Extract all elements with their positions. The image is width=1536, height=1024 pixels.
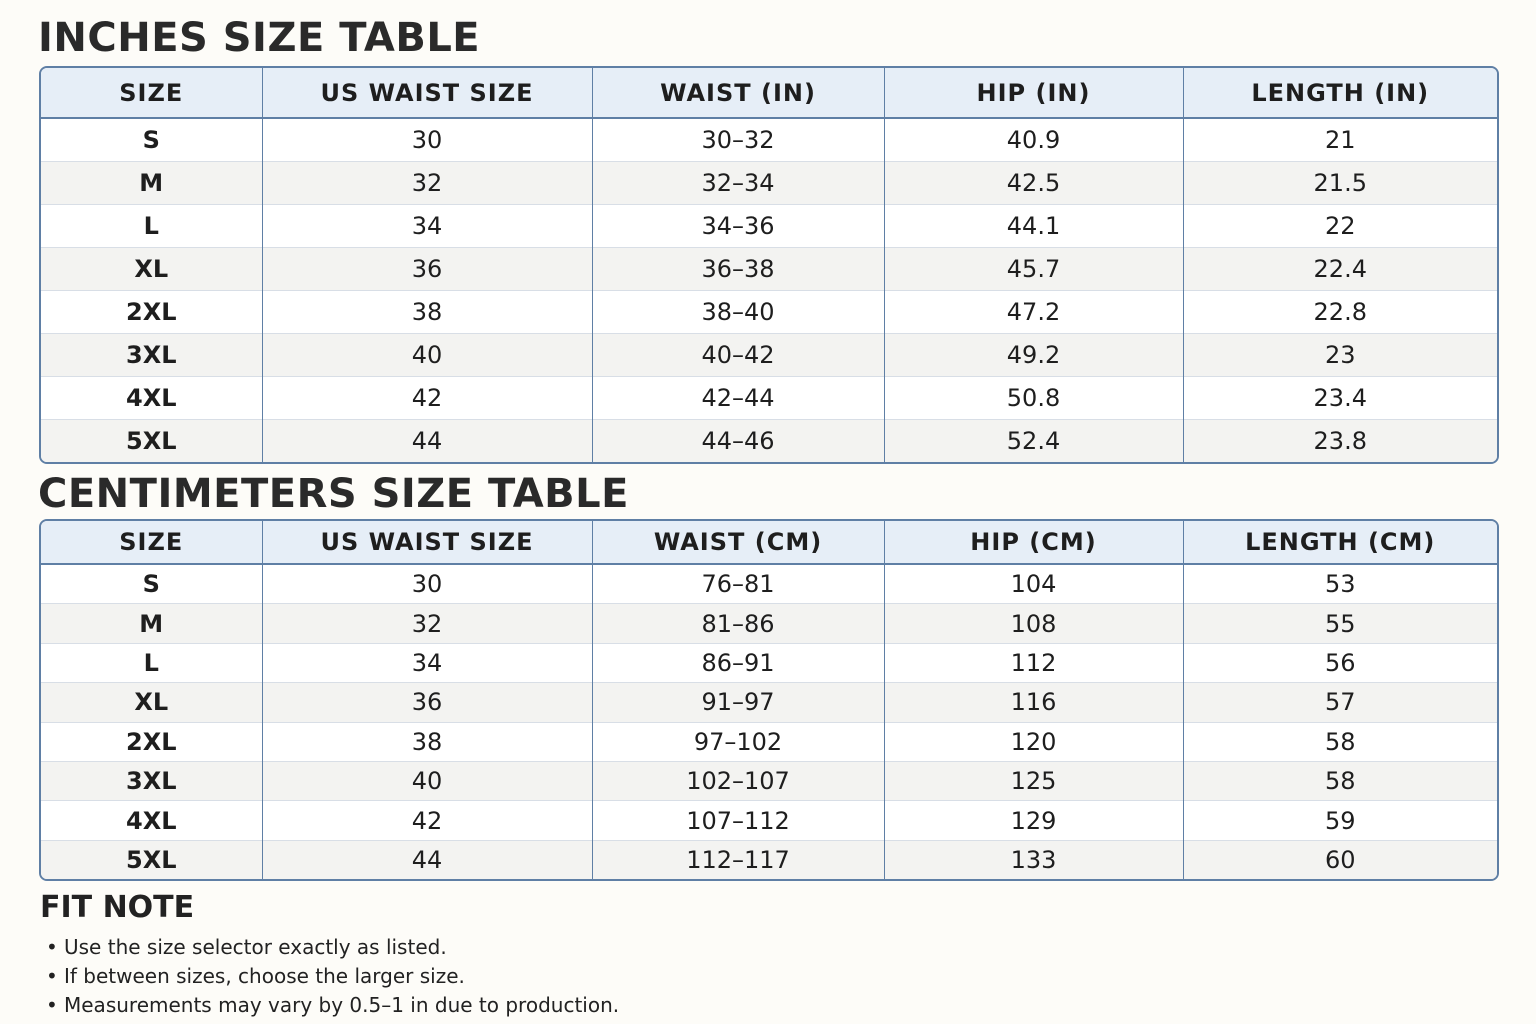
fit-note-text: Use the size selector exactly as listed. [64, 935, 447, 959]
waist-cell: 30–32 [592, 118, 884, 162]
length-cell: 60 [1183, 840, 1497, 879]
hip-cell: 42.5 [884, 162, 1183, 205]
size-cell: M [41, 604, 262, 643]
centimeters-size-table [39, 519, 1499, 881]
length-cell: 23.4 [1183, 377, 1497, 420]
table-row [41, 205, 1497, 248]
header-length: LENGTH (CM) [1183, 521, 1497, 564]
waist-cell: 40–42 [592, 334, 884, 377]
waist-cell: 36–38 [592, 248, 884, 291]
waist-cell: 44–46 [592, 420, 884, 463]
fit-note [40, 890, 619, 1020]
length-cell: 22 [1183, 205, 1497, 248]
inches-header-row [41, 68, 1497, 118]
header-waist: WAIST (CM) [592, 521, 884, 564]
header-size: SIZE [41, 68, 262, 118]
hip-cell: 112 [884, 643, 1183, 682]
size-cell: 3XL [41, 761, 262, 800]
us-waist-cell: 36 [262, 683, 592, 722]
us-waist-cell: 30 [262, 118, 592, 162]
fit-note-text: Measurements may vary by 0.5–1 in due to production. [64, 993, 620, 1017]
centimeters-table [41, 521, 1497, 879]
table-row [41, 801, 1497, 840]
table-row [41, 118, 1497, 162]
us-waist-cell: 38 [262, 722, 592, 761]
table-row [41, 604, 1497, 643]
waist-cell: 38–40 [592, 291, 884, 334]
length-cell: 21 [1324, 126, 1356, 154]
size-cell: XL [41, 248, 262, 291]
waist-cell: 112–117 [592, 840, 884, 879]
table-row [41, 643, 1497, 682]
size-cell: 4XL [41, 801, 262, 840]
table-row [41, 248, 1497, 291]
bullet-icon: • [46, 964, 58, 988]
length-cell: 55 [1183, 604, 1497, 643]
fit-note-text: If between sizes, choose the larger size. [64, 964, 465, 988]
hip-cell: 104 [884, 564, 1183, 604]
us-waist-cell: 42 [262, 801, 592, 840]
size-cell: 2XL [41, 291, 262, 334]
centimeters-table-title: CENTIMETERS SIZE TABLE [38, 471, 629, 517]
table-row [41, 420, 1497, 463]
table-row [41, 377, 1497, 420]
waist-cell: 86–91 [592, 643, 884, 682]
inches-table-body [41, 118, 1497, 462]
header-us-waist-size: US WAIST SIZE [262, 68, 592, 118]
table-row [41, 564, 1497, 604]
us-waist-cell: 40 [262, 761, 592, 800]
us-waist-cell: 40 [262, 334, 592, 377]
us-waist-cell: 34 [262, 205, 592, 248]
hip-cell: 45.7 [884, 248, 1183, 291]
length-cell: 53 [1324, 570, 1356, 599]
header-length: LENGTH (IN) [1183, 68, 1497, 118]
fit-note-item [40, 962, 619, 991]
waist-cell: 91–97 [592, 683, 884, 722]
table-row [41, 683, 1497, 722]
inches-table-title: INCHES SIZE TABLE [38, 15, 481, 61]
waist-cell: 81–86 [592, 604, 884, 643]
size-cell: L [41, 205, 262, 248]
hip-cell: 108 [884, 604, 1183, 643]
header-hip: HIP (IN) [884, 68, 1183, 118]
us-waist-cell: 32 [262, 162, 592, 205]
table-row [41, 840, 1497, 879]
size-cell: 5XL [41, 420, 262, 463]
header-hip: HIP (CM) [884, 521, 1183, 564]
hip-cell: 120 [884, 722, 1183, 761]
size-cell: 2XL [41, 722, 262, 761]
header-us-waist-size: US WAIST SIZE [262, 521, 592, 564]
us-waist-cell: 34 [262, 643, 592, 682]
hip-cell: 129 [884, 801, 1183, 840]
us-waist-cell: 38 [262, 291, 592, 334]
centimeters-header-row [41, 521, 1497, 564]
length-cell: 23.8 [1183, 420, 1497, 463]
us-waist-cell: 42 [262, 377, 592, 420]
table-row [41, 722, 1497, 761]
fit-note-title: FIT NOTE [40, 890, 195, 925]
hip-cell: 116 [884, 683, 1183, 722]
inches-table [41, 68, 1497, 462]
us-waist-cell: 36 [262, 248, 592, 291]
us-waist-cell: 32 [262, 604, 592, 643]
us-waist-cell: 44 [262, 420, 592, 463]
waist-cell: 107–112 [592, 801, 884, 840]
us-waist-cell: 30 [262, 564, 592, 604]
waist-cell: 102–107 [592, 761, 884, 800]
size-cell: 3XL [41, 334, 262, 377]
length-cell: 23 [1183, 334, 1497, 377]
fit-note-item [40, 991, 619, 1020]
hip-cell: 47.2 [884, 291, 1183, 334]
size-cell: L [41, 643, 262, 682]
table-row [41, 162, 1497, 205]
bullet-icon: • [46, 993, 58, 1017]
size-cell: 5XL [41, 840, 262, 879]
size-cell: S [41, 118, 262, 162]
waist-cell: 97–102 [592, 722, 884, 761]
hip-cell: 40.9 [884, 118, 1183, 162]
length-cell: 58 [1183, 761, 1497, 800]
length-cell: 59 [1183, 801, 1497, 840]
length-cell: 22.8 [1183, 291, 1497, 334]
bullet-icon: • [46, 935, 58, 959]
hip-cell: 52.4 [884, 420, 1183, 463]
waist-cell: 76–81 [592, 564, 884, 604]
table-row [41, 334, 1497, 377]
hip-cell: 49.2 [884, 334, 1183, 377]
waist-cell: 32–34 [592, 162, 884, 205]
table-row [41, 761, 1497, 800]
hip-cell: 50.8 [884, 377, 1183, 420]
us-waist-cell: 44 [262, 840, 592, 879]
hip-cell: 44.1 [884, 205, 1183, 248]
length-cell: 57 [1183, 683, 1497, 722]
inches-size-table [39, 66, 1499, 464]
size-cell: M [41, 162, 262, 205]
fit-note-item [40, 933, 619, 962]
size-cell: 4XL [41, 377, 262, 420]
length-cell: 56 [1183, 643, 1497, 682]
centimeters-table-body [41, 564, 1497, 879]
table-row [41, 291, 1497, 334]
length-cell: 58 [1183, 722, 1497, 761]
hip-cell: 133 [884, 840, 1183, 879]
size-cell: XL [41, 683, 262, 722]
waist-cell: 34–36 [592, 205, 884, 248]
length-cell: 21.5 [1183, 162, 1497, 205]
waist-cell: 42–44 [592, 377, 884, 420]
header-size: SIZE [41, 521, 262, 564]
length-cell: 22.4 [1183, 248, 1497, 291]
fit-note-list [40, 933, 619, 1020]
hip-cell: 125 [884, 761, 1183, 800]
size-cell: S [41, 564, 262, 604]
header-waist: WAIST (IN) [592, 68, 884, 118]
